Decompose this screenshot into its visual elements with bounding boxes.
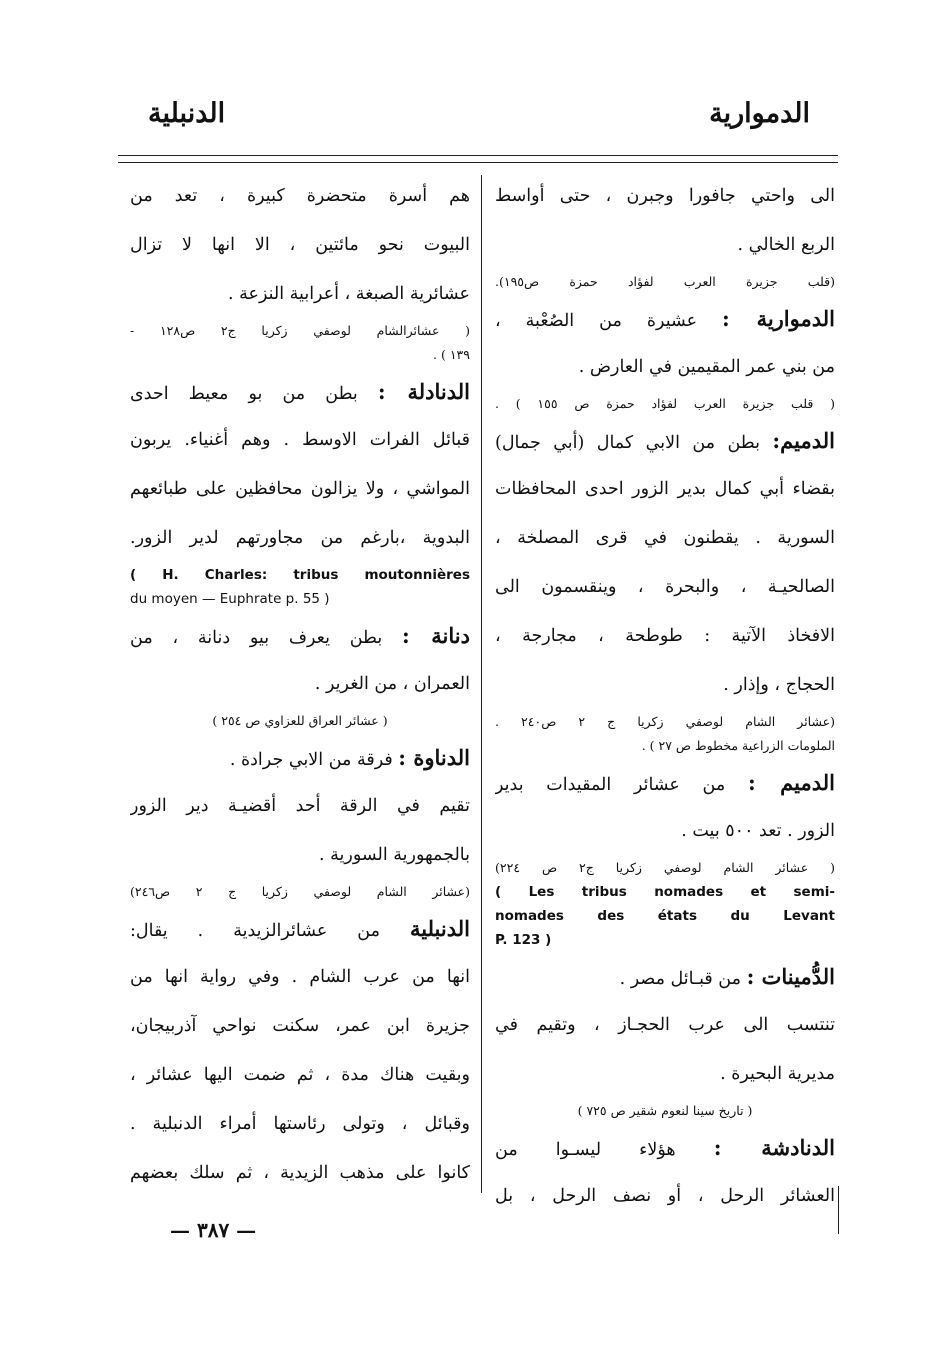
line-text: تنتسب الى عرب الحجـاز ، وتقيم في (495, 1015, 835, 1035)
line-text: (قلب جزيرة العرب لفؤاد حمزة ص١٩٥). (495, 274, 835, 289)
text-line (130, 782, 470, 831)
line-text: ( تاريخ سينا لنعوم شقير ص ٧٢٥ ) (577, 1103, 753, 1118)
entry-heading: دنانة : (402, 623, 470, 648)
text-line (130, 1051, 470, 1100)
text-line (130, 172, 470, 221)
citation-line (495, 270, 835, 294)
citation-line (495, 1099, 835, 1123)
text-line (495, 661, 835, 710)
line-text: من عشائرالزيدية . يقال: (130, 921, 410, 941)
citation-line (495, 710, 835, 734)
citation-line (495, 880, 835, 904)
line-text: P. 123 ) (495, 932, 552, 948)
line-text: الافخاذ الآتية : طوطحة ، مجارجة ، (495, 626, 835, 646)
citation-line (495, 904, 835, 928)
citation-line (495, 928, 835, 952)
line-text: (عشائر الشام لوصفي زكريا ج ٢ ص٢٤٠ . (495, 714, 835, 729)
line-text: فرقة من الابي جرادة . (229, 750, 399, 770)
header-title-right: الدموارية (709, 98, 810, 129)
line-text: البيوت نحو مائتين ، الا انها لا تزال (130, 235, 470, 255)
text-line (495, 172, 835, 221)
line-text: من بني عمر المقيمين في العارض . (578, 357, 835, 377)
margin-bar (838, 1186, 839, 1234)
line-text: انها من عرب الشام . وفي رواية انها من (130, 967, 470, 987)
column-divider (481, 175, 482, 1193)
line-text: بطن من الابي كمال (أبي جمال) (495, 433, 773, 453)
entry-line (130, 367, 470, 416)
text-line (495, 807, 835, 856)
line-text: قبائل الفرات الاوسط . وهم أغنياء. يربون (130, 430, 470, 450)
line-text: ( قلب جزيرة العرب لفؤاد حمزة ص ١٥٥ ) . (495, 396, 835, 411)
line-text: جزيرة ابن عمر، سكنت نواحي آذربيجان، (130, 1016, 470, 1036)
line-text: من قبـائل مصر . (619, 969, 747, 989)
text-line (130, 465, 470, 514)
text-line (495, 563, 835, 612)
line-text: وقبائل ، وتولى رئاستها أمراء الدنبلية . (130, 1114, 470, 1134)
text-line (130, 1100, 470, 1149)
line-text: عشائرية الصبغة ، أعرابية النزعة . (228, 284, 470, 304)
text-line (130, 660, 470, 709)
entry-heading: الدميم : (747, 770, 835, 795)
text-line (130, 1149, 470, 1198)
citation-line (130, 587, 470, 611)
entry-heading: الدنادلة : (377, 379, 470, 404)
page-number: — ٣٨٧ — (170, 1218, 257, 1242)
line-text: ( عشائرالشام لوصفي زكريا ج٢ ص١٢٨ - (130, 323, 470, 338)
text-line (130, 953, 470, 1002)
citation-line (130, 319, 470, 343)
line-text: الزور . تعد ٥٠٠ بيت . (681, 821, 835, 841)
line-text: بالجمهورية السورية . (319, 845, 470, 865)
text-line (495, 612, 835, 661)
text-line (495, 1001, 835, 1050)
entry-heading: الدميم: (772, 428, 835, 453)
line-text: هم أسرة متحضرة كبيرة ، تعد من (130, 186, 470, 206)
line-text: كانوا على مذهب الزيدية ، ثم سلك بعضهم (130, 1163, 470, 1183)
text-line (130, 270, 470, 319)
entry-line (495, 294, 835, 343)
running-header (120, 98, 810, 148)
header-rule-top (118, 155, 838, 156)
line-text: بطن من بو معيط احدى (130, 384, 378, 404)
entry-line (495, 416, 835, 465)
line-text: المواشي ، ولا يزالون محافظين على طبائعهم (130, 479, 470, 499)
line-text: nomades des états du Levant (495, 908, 835, 924)
text-line (130, 514, 470, 563)
citation-line (130, 709, 470, 733)
line-text: ١٣٩ ) . (433, 347, 470, 362)
entry-line (130, 904, 470, 953)
entry-heading: الدموارية : (722, 306, 835, 331)
entry-heading: الدُّمينات : (746, 964, 835, 989)
line-text: ( عشائر العراق للعزاوي ص ٢٥٤ ) (212, 713, 388, 728)
citation-line (130, 563, 470, 587)
line-text: ( عشائر الشام لوصفي زكريا ج٢ ص ٢٢٤) (495, 860, 835, 875)
text-line (495, 465, 835, 514)
citation-line (495, 392, 835, 416)
entry-heading: الدناوة : (398, 745, 470, 770)
citation-line (130, 880, 470, 904)
text-line (495, 343, 835, 392)
line-text: هؤلاء ليسـوا من (495, 1140, 714, 1160)
line-text: بقضاء أبي كمال بدير الزور احدى المحافظات (495, 479, 835, 499)
line-text: عشيرة من الصُعْبة ، (495, 311, 723, 331)
line-text: الملومات الزراعية مخطوط ص ٢٧ ) . (641, 738, 835, 753)
text-line (130, 1002, 470, 1051)
line-text: الربع الخالي . (737, 235, 835, 255)
entry-line (130, 611, 470, 660)
line-text: الصالحيـة ، والبحرة ، وينقسمون الى (495, 577, 835, 597)
line-text: من عشائر المقيدات بدير (495, 775, 748, 795)
text-line (495, 1172, 835, 1221)
right-column (495, 172, 835, 1221)
entry-heading: الدنبلية (410, 916, 470, 941)
citation-line (495, 856, 835, 880)
entry-line (130, 733, 470, 782)
entry-line (495, 1123, 835, 1172)
text-line (130, 221, 470, 270)
line-text: بطن يعرف بيو دنانة ، من (130, 628, 403, 648)
line-text: الحجاج ، وإذار . (723, 675, 835, 695)
text-line (130, 416, 470, 465)
citation-line (495, 734, 835, 758)
header-title-left: الدنبلية (148, 98, 226, 129)
header-rule-bottom (118, 162, 838, 163)
line-text: ( Les tribus nomades et semi- (495, 884, 835, 900)
left-column (130, 172, 470, 1198)
text-line (495, 514, 835, 563)
line-text: وبقيت هناك مدة ، ثم ضمت اليها عشائر ، (130, 1065, 470, 1085)
text-line (495, 221, 835, 270)
text-line (495, 1050, 835, 1099)
line-text: مديرية البحيرة . (720, 1064, 835, 1084)
entry-line (495, 758, 835, 807)
entry-heading: الدنادشة : (713, 1135, 835, 1160)
line-text: العمران ، من الغرير . (314, 674, 470, 694)
entry-line (495, 952, 835, 1001)
line-text: السورية . يقطنون في قرى المصلخة ، (495, 528, 835, 548)
text-line (130, 831, 470, 880)
line-text: تقيم في الرقة أحد أقضيـة دير الزور (130, 796, 470, 816)
line-text: (عشائر الشام لوصفي زكريا ج ٢ ص٢٤٦) (130, 884, 470, 899)
line-text: العشائر الرحل ، أو نصف الرحل ، بل (495, 1186, 835, 1206)
line-text: ( H. Charles: tribus moutonnières (130, 567, 470, 583)
line-text: الى واحتي جافورا وجبرن ، حتى أواسط (495, 186, 835, 206)
line-text: du moyen — Euphrate p. 55 ) (130, 591, 330, 607)
citation-line (130, 343, 470, 367)
line-text: البدوية ،بارغم من مجاورتهم لدير الزور. (130, 528, 470, 548)
